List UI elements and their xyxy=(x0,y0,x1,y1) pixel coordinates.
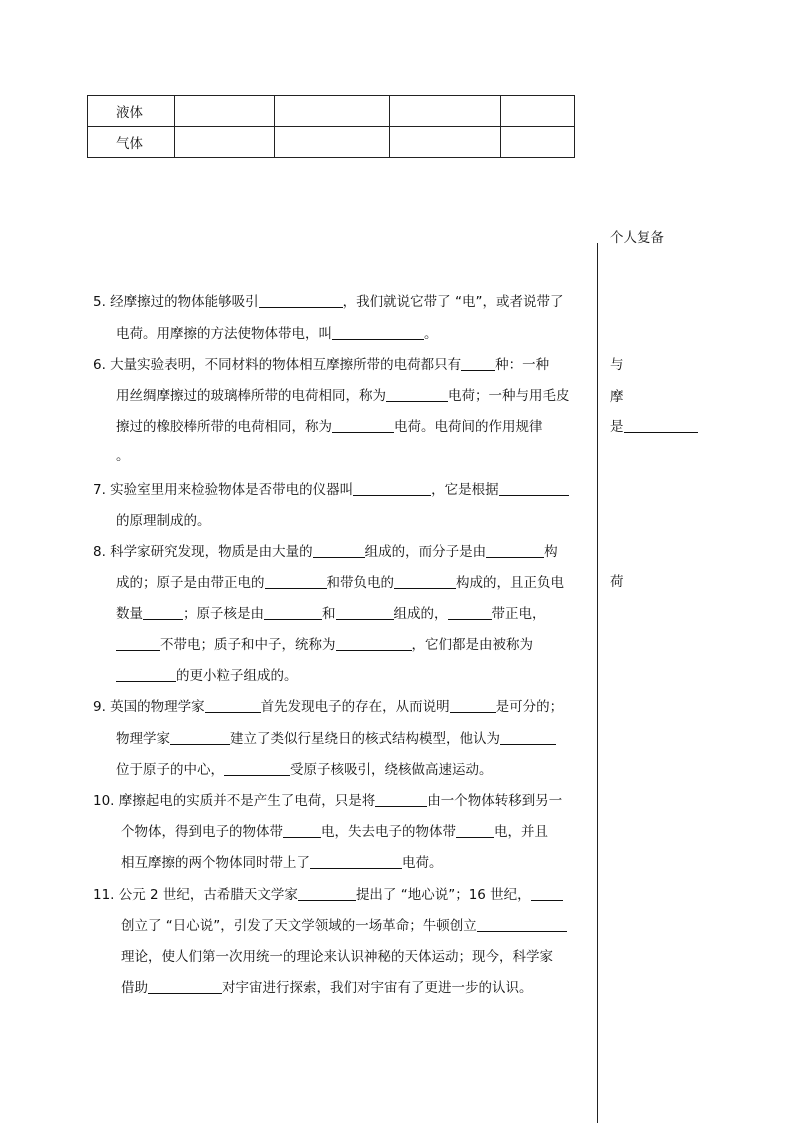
blank[interactable] xyxy=(531,887,563,902)
question-line: 数量 ；原子核是由 和 组成的， 带正电， xyxy=(116,606,546,622)
question-line: 理论，使人们第一次用统一的理论来认识神秘的天体运动；现今，科学家 xyxy=(121,949,553,965)
blank[interactable] xyxy=(148,980,222,995)
blank[interactable] xyxy=(143,606,183,621)
table-cell xyxy=(501,96,575,127)
blank[interactable] xyxy=(336,606,394,621)
blank[interactable] xyxy=(116,637,160,652)
blank[interactable] xyxy=(264,606,322,621)
question-line: 物理学家 建立了类似行星绕日的核式结构模型，他认为 xyxy=(116,727,556,747)
table-cell xyxy=(501,127,575,158)
question-line: 用丝绸摩擦过的玻璃棒所带的电荷相同，称为 电荷；一种与用毛皮 xyxy=(116,388,570,404)
table-cell xyxy=(390,96,501,127)
blank[interactable] xyxy=(170,731,230,746)
question-line: 成的；原子是由带正电的 和带负电的 构成的，且正负电 xyxy=(116,575,564,591)
question-line: 5. 经摩擦过的物体能够吸引 ，我们就说它带了 “电”，或者说带了 xyxy=(93,294,564,310)
question-line: 个物体，得到电子的物体带 电，失去电子的物体带 电，并且 xyxy=(121,824,548,840)
question-line: 11. 公元 2 世纪，古希腊天文学家 提出了 “地心说”；16 世纪， xyxy=(93,883,563,903)
states-table xyxy=(87,95,575,158)
sidebar-divider xyxy=(597,243,598,1123)
question-line: 7. 实验室里用来检验物体是否带电的仪器叫 ，它是根据 xyxy=(93,478,569,498)
question-line: 相互摩擦的两个物体同时带上了 电荷。 xyxy=(121,855,443,871)
blank[interactable] xyxy=(353,482,431,497)
blank[interactable] xyxy=(116,668,176,683)
blank[interactable] xyxy=(336,637,412,652)
question-line: 电荷。用摩擦的方法使物体带电，叫 。 xyxy=(116,326,438,342)
question-line: 6. 大量实验表明，不同材料的物体相互摩擦所带的电荷都只有 种：一种 xyxy=(93,357,550,373)
sidebar-char: 与 xyxy=(610,357,624,373)
blank[interactable] xyxy=(461,357,495,372)
blank[interactable] xyxy=(265,575,327,590)
sidebar-char: 是 xyxy=(610,419,624,435)
question-line: 10. 摩擦起电的实质并不是产生了电荷，只是将 由一个物体转移到另一 xyxy=(93,793,563,809)
question-line: 。 xyxy=(116,448,130,464)
table-cell xyxy=(275,96,390,127)
table-cell xyxy=(175,127,275,158)
blank[interactable] xyxy=(500,731,556,746)
question-line: 擦过的橡胶棒所带的电荷相同，称为 电荷。电荷间的作用规律 xyxy=(116,419,543,435)
blank[interactable] xyxy=(448,606,492,621)
question-line: 创立了 “日心说”，引发了天文学领域的一场革命；牛顿创立 xyxy=(121,914,567,934)
blank[interactable] xyxy=(477,918,567,933)
sidebar-note-line xyxy=(610,415,698,435)
blank[interactable] xyxy=(394,575,456,590)
table-row xyxy=(88,96,575,127)
blank[interactable] xyxy=(310,855,402,870)
question-line: 的更小粒子组成的。 xyxy=(116,664,298,684)
blank[interactable] xyxy=(298,887,356,902)
sidebar-char: 荷 xyxy=(610,574,624,590)
blank[interactable] xyxy=(450,699,496,714)
blank[interactable] xyxy=(386,388,448,403)
blank[interactable] xyxy=(624,419,698,434)
question-line: 不带电；质子和中子，统称为 ，它们都是由被称为 xyxy=(116,633,533,653)
blank[interactable] xyxy=(456,824,494,839)
blank[interactable] xyxy=(205,699,261,714)
question-line: 位于原子的中心， 受原子核吸引，绕核做高速运动。 xyxy=(116,762,493,778)
sidebar-char: 摩 xyxy=(610,389,624,405)
blank[interactable] xyxy=(332,419,394,434)
question-line: 借助 对宇宙进行探索，我们对宇宙有了更进一步的认识。 xyxy=(121,980,533,996)
question-line: 9. 英国的物理学家 首先发现电子的存在，从而说明 是可分的； xyxy=(93,699,564,715)
blank[interactable] xyxy=(259,294,343,309)
row-label: 液体 xyxy=(88,96,175,127)
blank[interactable] xyxy=(332,326,424,341)
blank[interactable] xyxy=(224,762,290,777)
question-line: 8. 科学家研究发现，物质是由大量的 组成的，而分子是由 构 xyxy=(93,544,558,560)
blank[interactable] xyxy=(283,824,321,839)
question-line: 的原理制成的。 xyxy=(116,513,211,529)
table-cell xyxy=(390,127,501,158)
blank[interactable] xyxy=(499,482,569,497)
sidebar-title: 个人复备 xyxy=(610,230,664,246)
blank[interactable] xyxy=(375,793,427,808)
row-label: 气体 xyxy=(88,127,175,158)
blank[interactable] xyxy=(313,544,365,559)
blank[interactable] xyxy=(486,544,544,559)
table-cell xyxy=(175,96,275,127)
table-row xyxy=(88,127,575,158)
table-cell xyxy=(275,127,390,158)
